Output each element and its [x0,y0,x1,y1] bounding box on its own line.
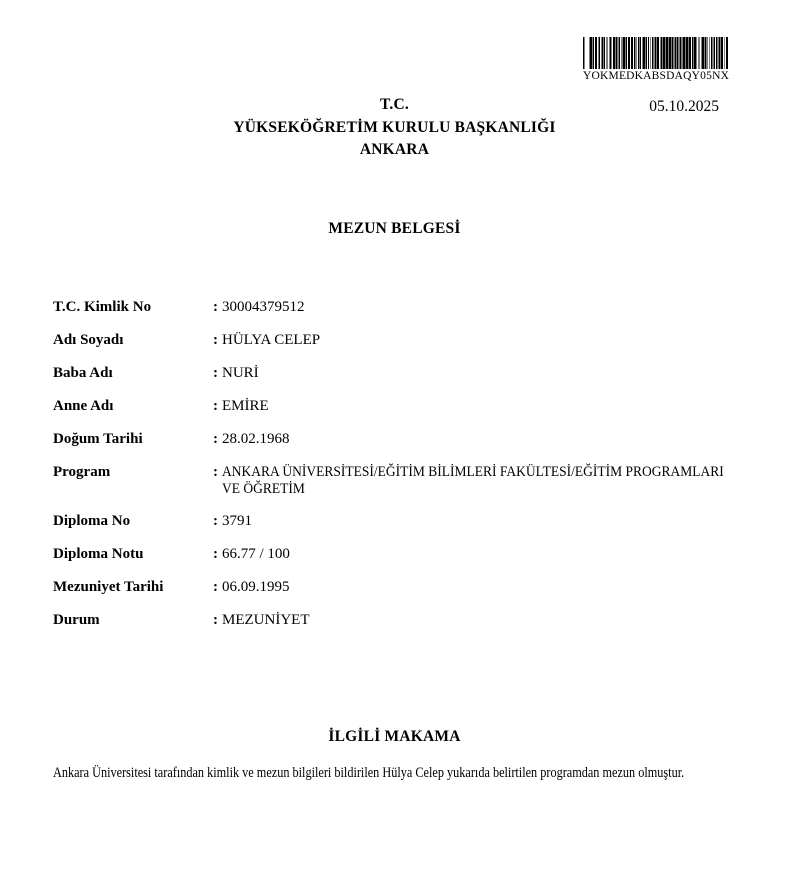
field-separator: : [213,612,218,628]
letterhead [0,94,789,162]
field-row-program [53,464,763,513]
field-label: Durum [53,612,100,628]
letterhead-institution-line: YÜKSEKÖĞRETİM KURULU BAŞKANLIĞI [233,118,556,136]
field-value: 3791 [222,513,252,529]
field-label: Anne Adı [53,398,114,414]
salutation: İLGİLİ MAKAMA [328,728,461,745]
field-separator: : [213,579,218,595]
barcode-bars-icon [583,37,728,69]
field-value: EMİRE [222,398,269,414]
field-label: Diploma No [53,513,131,529]
field-separator: : [213,464,218,480]
field-separator: : [213,299,218,315]
field-value: 66.77 / 100 [222,546,290,562]
field-separator: : [213,332,218,348]
field-value [222,464,724,498]
barcode [583,37,728,82]
field-value: NURİ [222,365,259,381]
document-title: MEZUN BELGESİ [328,220,461,237]
field-row-baba-adi [53,365,763,398]
field-value: 06.09.1995 [222,579,290,595]
field-label: Adı Soyadı [53,332,124,348]
field-separator: : [213,365,218,381]
field-label: Doğum Tarihi [53,431,143,447]
field-separator: : [213,431,218,447]
field-separator: : [213,546,218,562]
field-row-diploma-no [53,513,763,546]
field-row-anne-adi [53,398,763,431]
field-label: Program [53,464,111,480]
body-paragraph: Ankara Üniversitesi tarafından kimlik ve mezun bilgileri bildirilen Hülya Celep yukarıda belirtilen programdan mezun olmuştur. [53,765,685,781]
letterhead-republic-line: T.C. [380,96,409,113]
field-label: T.C. Kimlik No [53,299,152,315]
field-row-tc-kimlik-no [53,299,763,332]
field-value: 28.02.1968 [222,431,290,447]
barcode-text: YOKMEDKABSDAQY05NX [583,70,730,82]
field-row-adi-soyadi [53,332,763,365]
fields-section [53,299,763,645]
field-row-diploma-notu [53,546,763,579]
field-value: MEZUNİYET [222,612,310,628]
field-value: HÜLYA CELEP [222,332,321,348]
letterhead-city-line: ANKARA [359,141,430,158]
document-date: 05.10.2025 [649,98,719,115]
field-row-mezuniyet-tarihi [53,579,763,612]
field-row-dogum-tarihi [53,431,763,464]
field-value: 30004379512 [222,299,305,315]
field-value-line: ANKARA ÜNİVERSİTESİ/EĞİTİM BİLİMLERİ FAKÜLTESİ/EĞİTİM PROGRAMLARI [222,464,724,480]
field-separator: : [213,398,218,414]
field-value-line: VE ÖĞRETİM [222,481,305,497]
field-row-durum [53,612,763,645]
field-separator: : [213,513,218,529]
field-label: Diploma Notu [53,546,144,562]
field-label: Baba Adı [53,365,113,381]
field-label: Mezuniyet Tarihi [53,579,164,595]
